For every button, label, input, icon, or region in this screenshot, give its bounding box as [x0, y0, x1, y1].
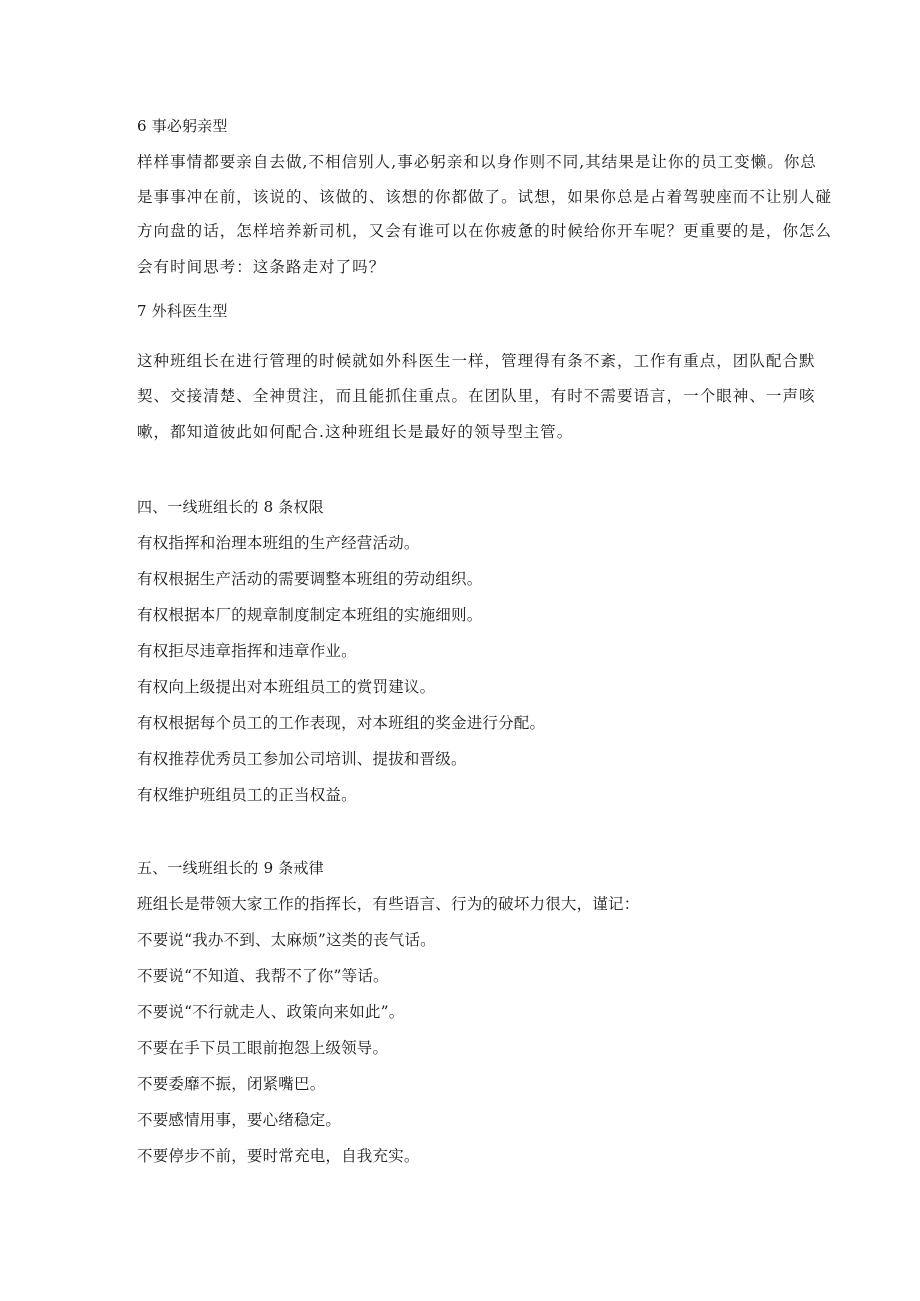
section-7-heading: 7 外科医生型: [137, 302, 228, 320]
section-6-paragraph-line-2: 是事事冲在前，该说的、该做的、该想的你都做了。试想，如果你总是占着驾驶座而不让别人碰: [137, 188, 833, 206]
list-item: 有权拒尽违章指挥和违章作业。: [137, 642, 357, 660]
list-item: 不要委靡不振，闭紧嘴巴。: [137, 1075, 326, 1093]
part-4-heading: 四、一线班组长的 8 条权限: [137, 498, 324, 516]
list-item: 不要说“我办不到、太麻烦”这类的丧气话。: [137, 931, 436, 949]
section-7-paragraph-line-1: 这种班组长在进行管理的时候就如外科医生一样，管理得有条不紊，工作有重点，团队配合默: [137, 352, 816, 370]
list-item: 不要在手下员工眼前抱怨上级领导。: [137, 1039, 389, 1057]
section-6-paragraph-line-1: 样样事情都要亲自去做,不相信别人,事必躬亲和以身作则不同,其结果是让你的员工变懒。你总: [137, 153, 817, 171]
part-5-heading: 五、一线班组长的 9 条戒律: [137, 859, 324, 877]
list-item: 不要停步不前，要时常充电，自我充实。: [137, 1147, 420, 1165]
list-item: 有权维护班组员工的正当权益。: [137, 786, 357, 804]
section-6-paragraph-line-4: 会有时间思考：这条路走对了吗？: [137, 258, 386, 276]
list-item: 有权根据本厂的规章制度制定本班组的实施细则。: [137, 606, 483, 624]
list-item: 有权指挥和治理本班组的生产经营活动。: [137, 534, 420, 552]
section-7-paragraph-line-3: 嗽，都知道彼此如何配合.这种班组长是最好的领导型主管。: [137, 423, 574, 441]
list-item: 不要感情用事，要心绪稳定。: [137, 1111, 342, 1129]
section-7-paragraph-line-2: 契、交接清楚、全神贯注，而且能抓住重点。在团队里，有时不需要语言，一个眼神、一声咳: [137, 387, 816, 405]
section-6-heading: 6 事必躬亲型: [137, 117, 228, 135]
list-item: 不要说“不行就走人、政策向来如此”。: [137, 1003, 405, 1021]
part-5-intro: 班组长是带领大家工作的指挥长，有些语言、行为的破坏力很大，谨记：: [137, 895, 640, 913]
list-item: 不要说“不知道、我帮不了你”等话。: [137, 967, 389, 985]
list-item: 有权根据生产活动的需要调整本班组的劳动组织。: [137, 570, 483, 588]
list-item: 有权根据每个员工的工作表现，对本班组的奖金进行分配。: [137, 714, 546, 732]
list-item: 有权推荐优秀员工参加公司培训、提拔和晋级。: [137, 750, 467, 768]
list-item: 有权向上级提出对本班组员工的赏罚建议。: [137, 678, 436, 696]
section-6-paragraph-line-3: 方向盘的话，怎样培养新司机，又会有谁可以在你疲惫的时候给你开车呢？更重要的是，你怎么: [137, 222, 833, 240]
